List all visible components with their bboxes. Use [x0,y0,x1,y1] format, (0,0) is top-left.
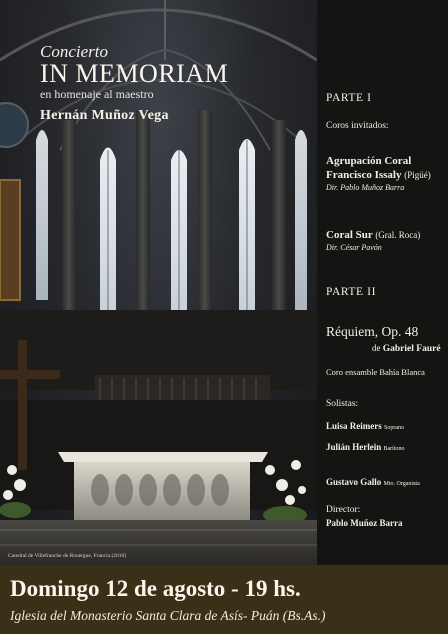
coro-ensamble: Coro ensamble Bahía Blanca [326,367,425,377]
soloist-3 [326,477,420,487]
choir-1-name-line1: Agrupación Coral [326,155,412,167]
director-label: Director: [326,505,361,515]
choir-2-city: (Gral. Roca) [375,230,421,240]
coros-invitados-label: Coros invitados: [326,121,389,131]
soloist-1-role: Soprano [384,425,404,431]
director-name: Pablo Muñoz Barra [326,518,403,528]
event-footer [0,565,448,634]
choir-2-director: Dir. César Pavón [326,243,382,252]
parte-2-heading: PARTE II [326,286,377,298]
soloist-3-role: Mto. Organista [383,481,420,487]
event-date: Domingo 12 de agosto - 19 hs. [10,576,301,601]
soloist-1 [326,421,404,431]
soloist-2 [326,442,405,452]
requiem-title: Réquiem, Op. 48 [326,324,419,339]
composer-name: Gabriel Fauré [382,344,441,354]
choir-2-line [326,228,420,242]
solistas-label: Solistas: [326,399,359,409]
soloist-3-name: Gustavo Gallo [326,477,382,487]
concierto-label: Concierto [40,42,108,61]
choir-1-city: (Pigüé) [404,170,431,180]
composer-line [372,343,441,354]
homenaje-text: en homenaje al maestro [40,87,154,101]
soloist-2-name: Julián Herlein [326,442,382,452]
parte-1-heading: PARTE I [326,92,372,104]
soloist-2-role: Barítono [383,446,405,452]
program-column [317,0,448,565]
choir-1-name: Francisco Issaly [326,169,402,181]
photo-caption: Catedral de Villefranche de Rouergue, Francia (2016) [8,553,127,559]
event-venue: Iglesia del Monasterio Santa Clara de Asís- Puán (Bs.As.) [10,608,326,623]
concert-title: IN MEMORIAM [40,59,229,88]
choir-2-name: Coral Sur [326,229,373,241]
requiem-de: de [372,343,381,353]
title-block [40,43,228,124]
soloist-1-name: Luisa Reimers [326,421,382,431]
maestro-name: Hernán Muñoz Vega [40,108,169,123]
choir-1-name-line2 [326,168,431,182]
choir-1-director: Dir. Pablo Muñoz Barra [326,183,405,192]
